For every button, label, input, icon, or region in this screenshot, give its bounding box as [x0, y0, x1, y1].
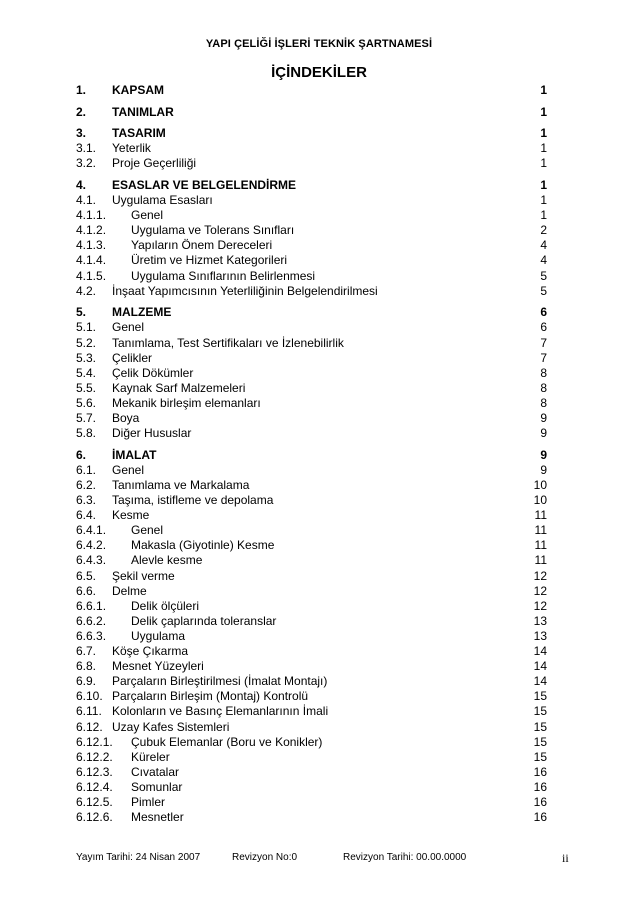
toc-entry-page: 1	[540, 83, 547, 97]
toc-entry-title: Çelik Dökümler	[112, 366, 194, 380]
toc-entry-number: 5.6.	[76, 396, 97, 410]
toc-entry	[0, 320, 638, 335]
toc-entry-title: Köşe Çıkarma	[112, 644, 189, 658]
toc-entry-title: Kesme	[112, 508, 150, 522]
toc-entry	[0, 765, 638, 780]
toc-entry-title: Genel	[112, 463, 145, 477]
toc-entry-title: Proje Geçerliliği	[112, 156, 197, 170]
toc-entry-number: 6.6.2.	[76, 614, 107, 628]
footer-revision-no: Revizyon No:0	[232, 852, 298, 863]
toc-entry	[0, 223, 638, 238]
toc-entry-title: Parçaların Birleşim (Montaj) Kontrolü	[112, 689, 309, 703]
toc-entry-number: 6.9.	[76, 674, 97, 688]
toc-entry-page: 13	[533, 614, 547, 628]
toc-entry	[0, 208, 638, 223]
toc-entry-page: 15	[533, 750, 547, 764]
toc-entry-number: 1.	[76, 83, 87, 97]
toc-entry	[0, 83, 638, 98]
toc-title: İÇİNDEKİLER	[271, 64, 367, 81]
toc-entry-page: 11	[534, 538, 547, 552]
toc-entry	[0, 720, 638, 735]
toc-entry-title: Yapıların Önem Dereceleri	[131, 238, 273, 252]
toc-entry-page: 7	[540, 351, 547, 365]
toc-entry-page: 11	[534, 523, 547, 537]
toc-entry-number: 4.2.	[76, 284, 97, 298]
toc-entry	[0, 689, 638, 704]
toc-entry-number: 4.1.5.	[76, 269, 107, 283]
toc-entry	[0, 141, 638, 156]
toc-entry	[0, 493, 638, 508]
toc-entry-page: 12	[533, 584, 547, 598]
toc-entry-number: 6.12.1.	[76, 735, 113, 749]
toc-entry-page: 1	[540, 141, 547, 155]
toc-entry-page: 16	[533, 810, 547, 824]
toc-entry-title: Mekanik birleşim elemanları	[112, 396, 261, 410]
toc-entry-number: 6.6.1.	[76, 599, 107, 613]
toc-entry-page: 13	[533, 629, 547, 643]
toc-entry-number: 6.4.3.	[76, 553, 107, 567]
toc-entry-page: 6	[540, 320, 547, 334]
toc-entry-number: 6.12.3.	[76, 765, 113, 779]
toc-entry-number: 5.1.	[76, 320, 97, 334]
toc-entry-title: Uygulama Esasları	[112, 193, 213, 207]
toc-entry-page: 7	[540, 336, 547, 350]
toc-entry-title: Genel	[112, 320, 145, 334]
toc-entry-title: Mesnet Yüzeyleri	[112, 659, 204, 673]
toc-entry-number: 6.12.5.	[76, 795, 113, 809]
toc-entry-number: 4.1.	[76, 193, 97, 207]
toc-entry	[0, 810, 638, 825]
toc-entry-number: 6.6.3.	[76, 629, 107, 643]
toc-entry	[0, 351, 638, 366]
toc-entry	[0, 448, 638, 463]
toc-entry	[0, 704, 638, 719]
toc-entry-number: 3.	[76, 126, 87, 140]
toc-entry-title: ESASLAR VE BELGELENDİRME	[112, 178, 297, 192]
toc-entry-title: Somunlar	[131, 780, 183, 794]
toc-entry-title: Küreler	[131, 750, 170, 764]
toc-entry	[0, 553, 638, 568]
toc-entry	[0, 193, 638, 208]
toc-entry	[0, 538, 638, 553]
toc-entry-title: Makasla (Giyotinle) Kesme	[131, 538, 275, 552]
toc-entry-page: 4	[540, 238, 547, 252]
toc-entry-number: 6.5.	[76, 569, 97, 583]
toc-entry-title: Delme	[112, 584, 147, 598]
toc-entry	[0, 750, 638, 765]
toc-entry-page: 16	[533, 780, 547, 794]
toc-entry-number: 5.2.	[76, 336, 97, 350]
toc-entry	[0, 659, 638, 674]
toc-entry-title: Pimler	[131, 795, 166, 809]
toc-entry-page: 8	[540, 396, 547, 410]
toc-entry-title: Boya	[112, 411, 140, 425]
toc-entry-number: 2.	[76, 105, 87, 119]
toc-entry-page: 15	[533, 720, 547, 734]
toc-entry-page: 16	[533, 795, 547, 809]
toc-entry-title: Genel	[131, 208, 164, 222]
toc-entry-page: 1	[540, 105, 547, 119]
toc-entry-title: Uygulama ve Tolerans Sınıfları	[131, 223, 295, 237]
toc-entry-title: Uzay Kafes Sistemleri	[112, 720, 230, 734]
toc-entry-page: 9	[540, 426, 547, 440]
toc-entry-page: 14	[533, 674, 547, 688]
toc-entry-title: TANIMLAR	[112, 105, 174, 119]
toc-entry-page: 9	[540, 411, 547, 425]
toc-entry-number: 5.3.	[76, 351, 97, 365]
toc-entry	[0, 523, 638, 538]
toc-entry-number: 5.8.	[76, 426, 97, 440]
toc-entry	[0, 614, 638, 629]
toc-entry	[0, 584, 638, 599]
toc-entry-title: Üretim ve Hizmet Kategorileri	[131, 253, 288, 267]
toc-entry-title: Cıvatalar	[131, 765, 180, 779]
toc-entry-number: 6.	[76, 448, 87, 462]
toc-entry	[0, 569, 638, 584]
toc-entry-title: Kaynak Sarf Malzemeleri	[112, 381, 246, 395]
toc-entry-title: Genel	[131, 523, 164, 537]
toc-entry-page: 12	[533, 599, 547, 613]
toc-entry-page: 2	[540, 223, 547, 237]
toc-entry-page: 15	[533, 689, 547, 703]
toc-entry-title: TASARIM	[112, 126, 166, 140]
toc-entry-page: 6	[540, 305, 547, 319]
toc-entry	[0, 463, 638, 478]
toc-entry-page: 8	[540, 381, 547, 395]
toc-entry-title: Diğer Hususlar	[112, 426, 192, 440]
toc-entry-number: 6.4.1.	[76, 523, 107, 537]
toc-entry-title: MALZEME	[112, 305, 172, 319]
toc-entry-number: 4.1.1.	[76, 208, 107, 222]
toc-entry-title: Uygulama	[131, 629, 186, 643]
toc-entry-number: 6.7.	[76, 644, 97, 658]
toc-entry-number: 5.7.	[76, 411, 97, 425]
toc-entry	[0, 305, 638, 320]
toc-entry-title: Alevle kesme	[131, 553, 203, 567]
toc-entry-page: 9	[540, 463, 547, 477]
toc-entry-title: Tanımlama, Test Sertifikaları ve İzlenebilirlik	[112, 336, 344, 350]
toc-entry	[0, 366, 638, 381]
footer-revision-date: Revizyon Tarihi: 00.00.0000	[343, 852, 467, 863]
toc-entry-page: 4	[540, 253, 547, 267]
toc-entry-page: 14	[533, 644, 547, 658]
toc-entry-title: Çubuk Elemanlar (Boru ve Konikler)	[131, 735, 323, 749]
toc-entry	[0, 105, 638, 120]
toc-entry-title: Taşıma, istifleme ve depolama	[112, 493, 274, 507]
toc-entry	[0, 253, 638, 268]
toc-entry-number: 6.4.	[76, 508, 97, 522]
toc-entry-title: KAPSAM	[112, 83, 165, 97]
toc-entry-number: 4.1.4.	[76, 253, 107, 267]
toc-entry-page: 1	[540, 178, 547, 192]
toc-entry	[0, 629, 638, 644]
toc-entry-page: 5	[540, 269, 547, 283]
toc-entry	[0, 780, 638, 795]
toc-entry-number: 3.2.	[76, 156, 97, 170]
toc-entry-page: 1	[540, 126, 547, 140]
toc-entry-title: Delik çaplarında toleranslar	[131, 614, 277, 628]
toc-entry-page: 8	[540, 366, 547, 380]
toc-entry-page: 12	[533, 569, 547, 583]
toc-entry-title: Yeterlik	[112, 141, 151, 155]
toc-entry-number: 6.2.	[76, 478, 97, 492]
toc-entry-number: 4.1.3.	[76, 238, 107, 252]
toc-entry-page: 16	[533, 765, 547, 779]
toc-entry-title: Mesnetler	[131, 810, 184, 824]
toc-entry-number: 6.12.4.	[76, 780, 113, 794]
toc-entry-number: 5.5.	[76, 381, 97, 395]
toc-entry	[0, 396, 638, 411]
toc-entry-number: 6.12.6.	[76, 810, 113, 824]
toc-entry-number: 6.1.	[76, 463, 97, 477]
toc-entry	[0, 599, 638, 614]
toc-entry-page: 14	[533, 659, 547, 673]
toc-entry-page: 15	[533, 735, 547, 749]
toc-entry-number: 6.8.	[76, 659, 97, 673]
toc-entry-title: Şekil verme	[112, 569, 175, 583]
toc-entry-number: 6.4.2.	[76, 538, 107, 552]
toc-entry-number: 6.3.	[76, 493, 97, 507]
toc-entry-page: 10	[533, 493, 547, 507]
toc-entry-number: 5.	[76, 305, 87, 319]
toc-entry-title: Delik ölçüleri	[131, 599, 200, 613]
toc-entry-page: 9	[540, 448, 547, 462]
toc-entry	[0, 735, 638, 750]
toc-entry-number: 6.6.	[76, 584, 97, 598]
toc-entry-number: 5.4.	[76, 366, 97, 380]
toc-entry-title: Parçaların Birleştirilmesi (İmalat Montajı)	[112, 674, 328, 688]
toc-entry	[0, 644, 638, 659]
toc-entry-title: Uygulama Sınıflarının Belirlenmesi	[131, 269, 316, 283]
toc-entry	[0, 156, 638, 171]
footer-page-number: ii	[562, 851, 569, 865]
toc-entry-title: İnşaat Yapımcısının Yeterliliğinin Belgelendirilmesi	[112, 284, 378, 298]
toc-entry	[0, 426, 638, 441]
toc-entry	[0, 795, 638, 810]
toc-entry	[0, 478, 638, 493]
toc-entry-number: 4.	[76, 178, 87, 192]
toc-entry	[0, 336, 638, 351]
toc-entry-page: 11	[534, 553, 547, 567]
toc-entry-title: İMALAT	[112, 448, 157, 462]
toc-entry-number: 6.12.2.	[76, 750, 113, 764]
toc-entry-title: Tanımlama ve Markalama	[112, 478, 250, 492]
toc-entry-page: 10	[533, 478, 547, 492]
toc-entry	[0, 269, 638, 284]
toc-entry-page: 1	[540, 193, 547, 207]
document-header: YAPI ÇELİĞİ İŞLERİ TEKNİK ŞARTNAMESİ	[205, 38, 433, 50]
footer-publish-date: Yayım Tarihi: 24 Nisan 2007	[76, 852, 201, 863]
toc-entry-page: 1	[540, 208, 547, 222]
toc-entry	[0, 411, 638, 426]
toc-entry-number: 6.12.	[76, 720, 103, 734]
toc-entry	[0, 178, 638, 193]
toc-entry	[0, 508, 638, 523]
toc-entry-page: 15	[533, 704, 547, 718]
toc-entry-page: 1	[540, 156, 547, 170]
toc-entry-number: 3.1.	[76, 141, 97, 155]
toc-entry-number: 6.10.	[76, 689, 103, 703]
toc-entry	[0, 674, 638, 689]
toc-entry-number: 6.11.	[76, 704, 102, 718]
toc-entry-page: 5	[540, 284, 547, 298]
toc-entry	[0, 238, 638, 253]
page-footer	[0, 852, 638, 866]
toc-entry-title: Çelikler	[112, 351, 153, 365]
toc-entry	[0, 381, 638, 396]
toc-entry-title: Kolonların ve Basınç Elemanlarının İmali	[112, 704, 329, 718]
toc-entry	[0, 126, 638, 141]
toc-entry	[0, 284, 638, 299]
toc-entry-page: 11	[534, 508, 547, 522]
toc-entry-number: 4.1.2.	[76, 223, 107, 237]
